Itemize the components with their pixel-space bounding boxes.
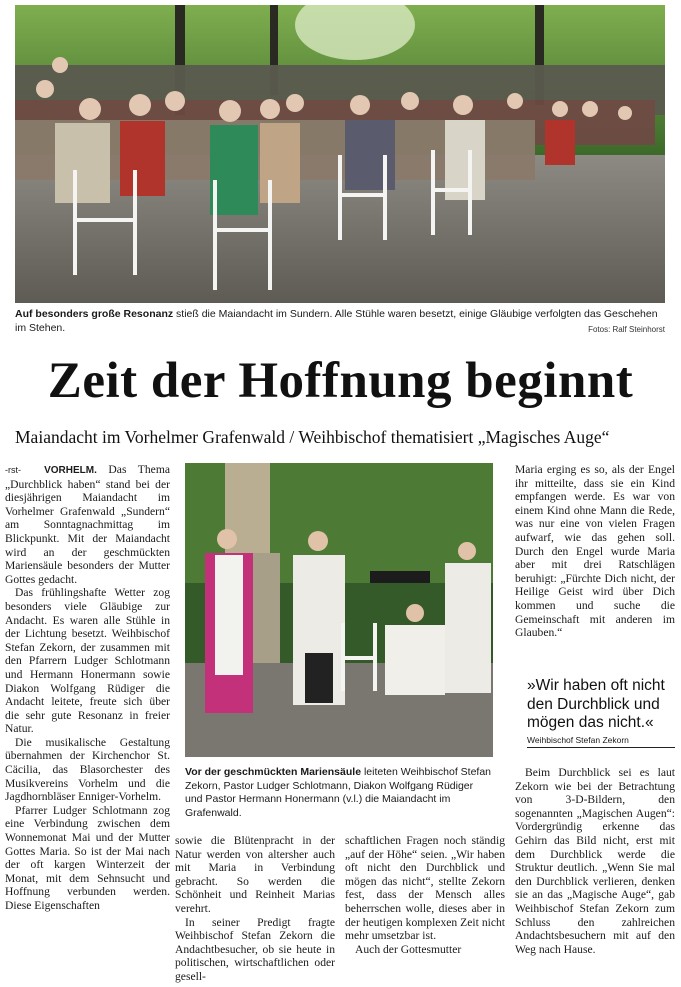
subheadline: Maiandacht im Vorhelmer Grafenwald / Weihbischof thematisiert „Magisches Auge“ (15, 427, 610, 447)
paragraph: Pfarrer Ludger Schlotmann zog eine Verbindung zwischen dem Wonnemonat Mai und der Mutter Gottes Maria. So ist der Mai nach der oft kargen Winterzeit der Monat, mit dem Sehnsucht und Hoffnung verbunden werden. Diese Eigenschaften (5, 803, 170, 912)
mid-caption-bold: Vor der geschmückten Mariensäule (185, 766, 362, 778)
article-column-3 (345, 834, 505, 956)
pull-quote-source: Weihbischof Stefan Zekorn (527, 735, 675, 748)
congregation-illustration (15, 5, 665, 303)
article-column-4-top (515, 463, 675, 640)
paragraph: In seiner Predigt fragte Weihbischof Stefan Zekorn die Andachtbesucher, ob sie heute in politischen, wirtschaftlichen oder gesell- (175, 915, 335, 983)
photo-credit: Fotos: Ralf Steinhorst (588, 325, 665, 334)
paragraph: Auch der Gottesmutter (355, 942, 462, 956)
paragraph: sowie die Blütenpracht in der Natur werden von altersher auch mit Maria in Verbindung gebracht. So werden die Schönheit und Reinheit Marias verehrt. (175, 834, 335, 915)
top-caption-text: stieß die Maiandacht im Sundern. Alle Stühle waren besetzt, einige Gläubige verfolgten das Geschehen im Stehen. (15, 308, 658, 334)
paragraph: Das Thema „Durchblick haben“ stand bei der diesjährigen Maiandacht im Vorhelmer Grafenwald „Sundern“ am Sonntagnachmittag im Blickpunkt. Mit der Maiandacht wird an der geschmückten Mariensäule besonders der Mutter Gottes gedacht. (5, 463, 170, 586)
top-photo-caption (15, 308, 665, 335)
headline: Zeit der Hoffnung beginnt (47, 353, 634, 409)
top-photo (15, 5, 665, 303)
mid-caption-text: leiteten Weihbischof Stefan Zekorn, Pastor Ludger Schlotmann, Diakon Wolfgang Rüdiger und Pastor Hermann Honermann (v.l.) die Maiandacht im Grafenwald. (185, 766, 492, 819)
pull-quote: »Wir haben oft nicht den Durchblick und mögen das nicht.« (527, 677, 665, 731)
top-caption-bold: Auf besonders große Resonanz (15, 308, 174, 320)
article-column-2 (175, 834, 335, 984)
mid-photo-caption (185, 766, 493, 820)
paragraph: Das frühlingshafte Wetter zog besonders viele Gläubige zur Andacht. Es waren alle Stühle in der Lichtung besetzt. Weihbischof Stefan Zekorn, der zusammen mit den Pfarrern Ludger Schlotmann und Hermann Honermann sowie Diakon Wolfgang Rüdiger die Andacht leitete, freute sich über die sehr gute Resonanz in freier Natur. (5, 586, 170, 736)
paragraph: Maria erging es so, als der Engel ihr mitteilte, dass sie ein Kind empfangen werde. Es war von einem Kind ohne Mann die Rede, was nur eine von vielen Fragen aufwarf, wie das gehen soll. Durch den Engel wurde Maria aber mit drei Ratschlägen beruhigt: „Fürchte Dich nicht, der Heilige Geist wird über Dich kommen und suche die Gemeinschaft mit anderen im Glauben.“ (515, 463, 675, 640)
dateline: -rst- (5, 465, 21, 475)
city-label: VORHELM. (44, 465, 97, 476)
mid-photo (185, 463, 493, 757)
paragraph: Beim Durchblick sei es laut Zekorn wie bei der Betrachtung von 3-D-Bildern, den sogenannten „Magischen Augen“: Vordergründig erkenne das Gehirn das Bild nicht, erst mit dem Durchblick werde die Struktur deutlich. „Wenn Sie mal den Durchblick verlieren, denken sie an das „Magische Auge“, gab Weihbischof Stefan Zekorn zum Schluss den zahlreichen Andachtsbesuchern mit auf den Weg nach Hause. (515, 766, 675, 956)
paragraph: schaftlichen Fragen noch ständig „auf der Höhe“ seien. „Wir haben oft nicht den Durchblick und mögen das nicht“, stellte Zekorn fest, dass der Mensch alles beherrschen wolle, dieses aber in der heutigen komplexen Zeit nicht mehr umsetzbar ist. (345, 834, 505, 943)
article-column-4-bottom (515, 766, 675, 956)
paragraph: Die musikalische Gestaltung übernahmen der Kirchenchor St. Cäcilia, das Blasorchester des Musikvereins Vorhelm und die Jagdhornbläser Enniger-Vorhelm. (5, 735, 170, 804)
article-column-1 (5, 463, 170, 913)
article-lead (5, 463, 170, 586)
clergy-illustration (185, 463, 493, 757)
